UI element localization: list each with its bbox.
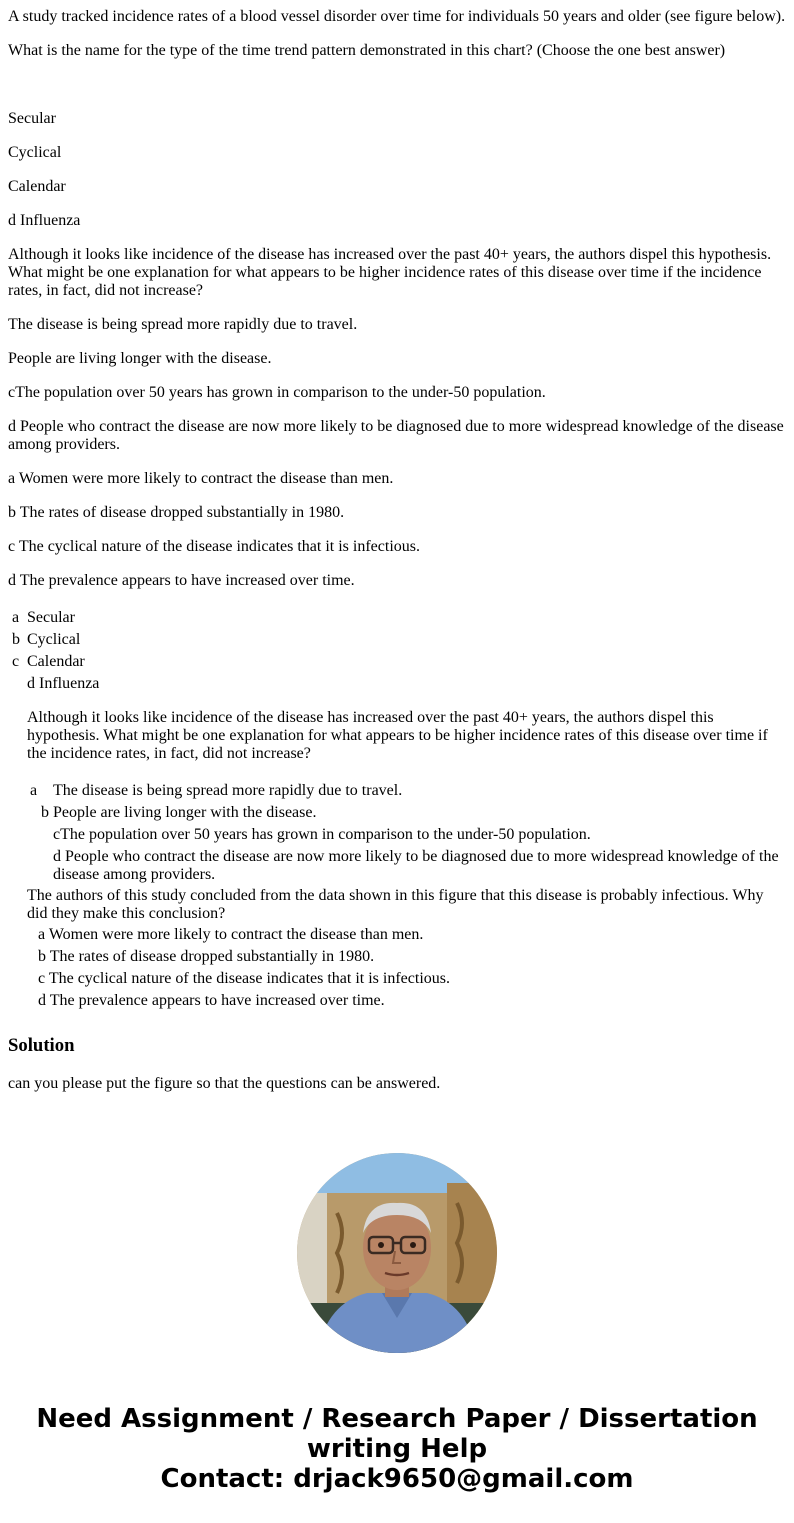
- list-q3-option-3: c The cyclical nature of the disease indicates that it is infectious.: [38, 970, 450, 987]
- q1-prompt: What is the name for the type of the time trend pattern demonstrated in this chart? (Choose the one best answer): [8, 42, 726, 59]
- list-q2-option-1: The disease is being spread more rapidly due to travel.: [53, 782, 403, 799]
- q3-option-4: d The prevalence appears to have increased over time.: [8, 572, 355, 589]
- list-q1-option-4: d Influenza: [27, 675, 100, 692]
- list-marker-b: b: [12, 631, 20, 648]
- list-q1-option-1: Secular: [27, 609, 75, 626]
- solution-text: can you please put the figure so that the questions can be answered.: [8, 1075, 441, 1092]
- footer-line-2: writing Help: [306, 1434, 488, 1464]
- q2-option-3: cThe population over 50 years has grown in comparison to the under-50 population.: [8, 384, 546, 401]
- list-q3-option-1: a Women were more likely to contract the disease than men.: [38, 926, 424, 943]
- q2-option-1: The disease is being spread more rapidly due to travel.: [8, 316, 358, 333]
- list-marker-c: c: [12, 653, 20, 670]
- q2-option-4: d People who contract the disease are now more likely to be diagnosed due to more widespread knowledge of the disease among providers.: [8, 418, 784, 453]
- list-q3-option-2: b The rates of disease dropped substantially in 1980.: [38, 948, 375, 965]
- list-marker-a: a: [12, 609, 20, 626]
- q3-option-2: b The rates of disease dropped substantially in 1980.: [8, 504, 345, 521]
- author-avatar: [297, 1153, 497, 1353]
- list-q2-option-4: d People who contract the disease are now more likely to be diagnosed due to more widespread knowledge of the disease among providers.: [53, 848, 779, 883]
- list-q2-option-2: b People are living longer with the disease.: [41, 804, 317, 821]
- avatar-portrait-illustration: [297, 1153, 497, 1353]
- q3-option-1: a Women were more likely to contract the disease than men.: [8, 470, 394, 487]
- list-q3-prompt: The authors of this study concluded from the data shown in this figure that this disease is probably infectious. Why did they make this conclusion?: [27, 887, 764, 922]
- list-q2-prompt: Although it looks like incidence of the disease has increased over the past 40+ years, the authors dispel this hypothesis. What might be one explanation for what appears to be higher incidence rates of this disease over time if the incidence rates, in fact, did not increase?: [27, 709, 768, 762]
- list-q2-marker-a: a: [30, 782, 38, 799]
- q1-option-4: d Influenza: [8, 212, 81, 229]
- list-q2-option-3: cThe population over 50 years has grown in comparison to the under-50 population.: [53, 826, 591, 843]
- list-q1-option-3: Calendar: [27, 653, 85, 670]
- solution-heading: Solution: [8, 1035, 75, 1056]
- footer-banner: [0, 1404, 794, 1494]
- q1-option-3: Calendar: [8, 178, 66, 195]
- list-q1-option-2: Cyclical: [27, 631, 81, 648]
- footer-contact-line: Contact: drjack9650@gmail.com: [160, 1464, 634, 1494]
- list-q3-option-4: d The prevalence appears to have increased over time.: [38, 992, 385, 1009]
- q1-option-2: Cyclical: [8, 144, 62, 161]
- q1-option-1: Secular: [8, 110, 56, 127]
- footer-line-1: Need Assignment / Research Paper / Dissertation: [36, 1404, 758, 1434]
- question-intro: A study tracked incidence rates of a blood vessel disorder over time for individuals 50 years and older (see figure below).: [8, 8, 786, 25]
- q2-prompt: Although it looks like incidence of the disease has increased over the past 40+ years, the authors dispel this hypothesis. What might be one explanation for what appears to be higher incidence rates of this disease over time if the incidence rates, in fact, did not increase?: [8, 246, 772, 299]
- q2-option-2: People are living longer with the disease.: [8, 350, 272, 367]
- q3-option-3: c The cyclical nature of the disease indicates that it is infectious.: [8, 538, 420, 555]
